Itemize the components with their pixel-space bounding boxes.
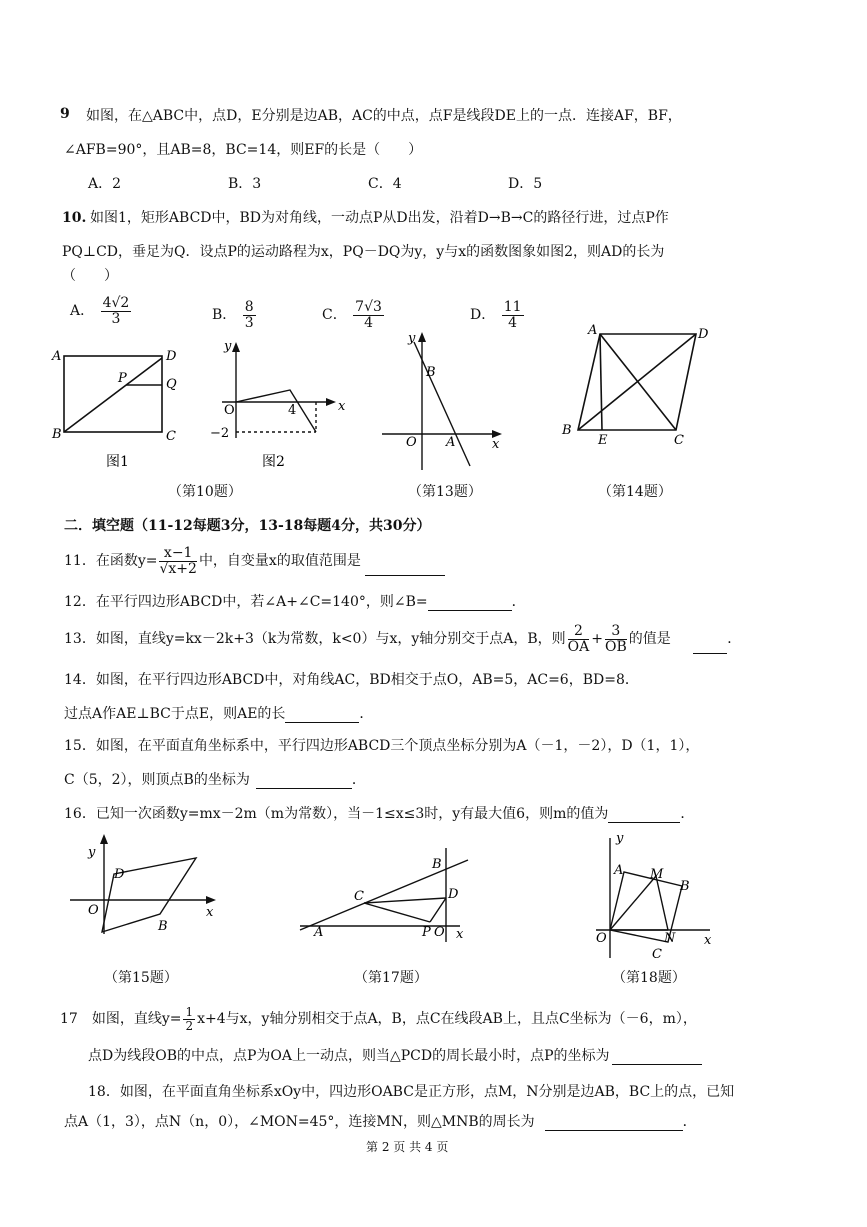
q17-line2: 点D为线段OB的中点，点P为OA上一动点，则当△PCD的周长最小时，点P的坐标为: [88, 1048, 702, 1065]
q9-line2: ∠AFB=90°，且AB=8，BC=14，则EF的长是（ ）: [64, 142, 423, 158]
figure-14: [578, 334, 696, 430]
fig13-label-o: O: [406, 435, 417, 450]
q9-option-b: B．3: [228, 176, 262, 192]
q10-line2: PQ⊥CD，垂足为Q．设点P的运动路程为x，PQ－DQ为y，y与x的函数图象如图2，则AD的长为: [62, 244, 665, 260]
q11: 11．在函数y= $\frac{x-1}{√x+2}$ 中，自变量x的取值范围是: [64, 546, 445, 576]
figure-1: [64, 356, 162, 432]
q13-answer-blank[interactable]: [693, 640, 727, 654]
fig13-label-a: A: [446, 435, 456, 450]
figure-13: [382, 338, 498, 470]
fig15-x-arrow: [206, 896, 216, 904]
fig18-label-c: C: [652, 947, 662, 960]
fig18-label-m: M: [650, 867, 664, 882]
fig1-label-a: A: [52, 349, 62, 364]
fig14-label-c: C: [674, 433, 684, 448]
q13: 13．如图，直线y=kx－2k+3（k为常数，k<0）与x，y轴分别交于点A，B，则 $\frac{2}{OA}$ + $\frac{3}{OB}$ 的值是 ．: [64, 623, 742, 655]
q14-line2: 过点A作AE⊥BC于点E，则AE的长 ．: [64, 706, 374, 722]
fig17-label-o: O: [434, 925, 445, 940]
q17-answer-blank[interactable]: [612, 1051, 702, 1065]
q16: 16．已知一次函数y=mx－2m（m为常数），当－1≤x≤3时，y有最大值6，则m的值为 ．: [64, 806, 695, 822]
fig2-x-arrow: [326, 398, 336, 406]
figure-18: [596, 838, 710, 958]
fig14-label-b: B: [562, 423, 572, 438]
q15-answer-blank[interactable]: [256, 775, 352, 789]
q18-answer-blank[interactable]: [545, 1117, 683, 1131]
figures-row-1: [0, 320, 867, 500]
fig2-label-neg2: −2: [210, 426, 230, 441]
q10-option-d: D． $\frac{11}{4}$: [470, 299, 522, 331]
fig1-label-b: B: [52, 427, 62, 442]
fig1-label-q: Q: [166, 377, 177, 392]
fig14-label-e: E: [598, 433, 608, 448]
fig2-y-arrow: [232, 342, 240, 352]
q18-line2: 点A（1，3），点N（n，0），∠MON=45°，连接MN，则△MNB的周长为 ．: [64, 1114, 697, 1130]
q10-option-c: C． $\frac{7√3}{4}$: [322, 299, 382, 331]
fig1-caption: 图1: [106, 454, 129, 470]
q18-line1: 18．如图，在平面直角坐标系xOy中，四边形OABC是正方形，点M，N分别是边AB，BC上的点，已知: [88, 1084, 735, 1100]
caption-q17: （第17题）: [354, 970, 428, 986]
fig18-label-b: B: [680, 879, 690, 894]
fig2-label-y: y: [224, 339, 232, 354]
q12-answer-blank[interactable]: [428, 597, 512, 611]
q17-line1: 17 如图，直线y= $\frac{1}{2}$ x+4与x，y轴分别相交于点A，B，点C在线段AB上，且点C坐标为（－6，m），: [60, 1005, 697, 1033]
fig13-label-x: x: [492, 437, 500, 452]
fig18-label-y: y: [616, 831, 624, 846]
q10-option-a: A． $\frac{4√2}{3}$: [70, 295, 130, 327]
q11-answer-blank[interactable]: [365, 562, 445, 576]
caption-q13: （第13题）: [408, 484, 482, 500]
fig17-label-p: P: [422, 925, 431, 940]
fig18-label-a: A: [614, 863, 624, 878]
page-footer: 第 2 页 共 4 页: [366, 1140, 449, 1154]
q9-option-a: A．2: [88, 176, 122, 192]
q10-option-b: B． $\frac{8}{3}$: [212, 299, 254, 331]
fig18-label-n: N: [664, 931, 676, 946]
figures-row-2: [0, 830, 867, 960]
fig2-caption: 图2: [262, 454, 285, 470]
fig15-label-x: x: [206, 905, 214, 920]
fig13-label-y: y: [408, 331, 416, 346]
caption-q15: （第15题）: [104, 970, 178, 986]
q10-line1: 如图1，矩形ABCD中，BD为对角线，一动点P从D出发，沿着D→B→C的路径行进，过点P作: [90, 210, 669, 226]
fig17-label-d: D: [448, 887, 459, 902]
q9-number: 9: [60, 106, 70, 122]
fig15-label-o: O: [88, 903, 99, 918]
fig1-label-c: C: [166, 429, 176, 444]
fig18-label-x: x: [704, 933, 712, 948]
fig14-label-a: A: [588, 323, 598, 338]
caption-q14: （第14题）: [598, 484, 672, 500]
fig2-label-4: 4: [288, 403, 297, 418]
figure-2: [222, 348, 332, 438]
q9-option-d: D．5: [508, 176, 543, 192]
q15-line2: C（5，2），则顶点B的坐标为 ．: [64, 772, 366, 788]
fig2-label-x: x: [338, 399, 346, 414]
q15-line1: 15．如图，在平面直角坐标系中，平行四边形ABCD三个顶点坐标分别为A（－1，－2），D（1，1），: [64, 738, 700, 754]
fig1-label-d: D: [166, 349, 177, 364]
q9-option-c: C．4: [368, 176, 402, 192]
fig17-label-c: C: [354, 889, 364, 904]
fig17-label-a: A: [314, 925, 324, 940]
fig13-y-arrow: [418, 332, 426, 342]
fig15-label-y: y: [88, 845, 96, 860]
fig14-label-d: D: [698, 327, 709, 342]
fig17-label-b: B: [432, 857, 442, 872]
section-2-heading: 二．填空题（11-12每题3分，13-18每题4分，共30分）: [64, 518, 431, 534]
fig2-label-o: O: [224, 403, 235, 418]
fig15-y-arrow: [100, 834, 108, 844]
caption-q10: （第10题）: [168, 484, 242, 500]
fig15-label-b: B: [158, 919, 168, 934]
fig13-label-b: B: [426, 365, 436, 380]
q9-line1: 如图，在△ABC中，点D，E分别是边AB，AC的中点，点F是线段DE上的一点．连接AF，BF，: [86, 108, 682, 124]
q10-number: 10.: [62, 210, 87, 226]
q14-answer-blank[interactable]: [285, 709, 359, 723]
q16-answer-blank[interactable]: [608, 809, 680, 823]
fig18-label-o: O: [596, 931, 607, 946]
q10-line3: （ ）: [62, 268, 118, 284]
fig17-label-x: x: [456, 927, 464, 942]
fig15-label-d: D: [114, 867, 125, 882]
caption-q18: （第18题）: [612, 970, 686, 986]
fig1-label-p: P: [118, 371, 127, 386]
q12: 12．在平行四边形ABCD中，若∠A+∠C=140°，则∠B= ．: [64, 594, 526, 610]
q14-line1: 14．如图，在平行四边形ABCD中，对角线AC，BD相交于点O，AB=5，AC=6，BD=8．: [64, 672, 639, 688]
